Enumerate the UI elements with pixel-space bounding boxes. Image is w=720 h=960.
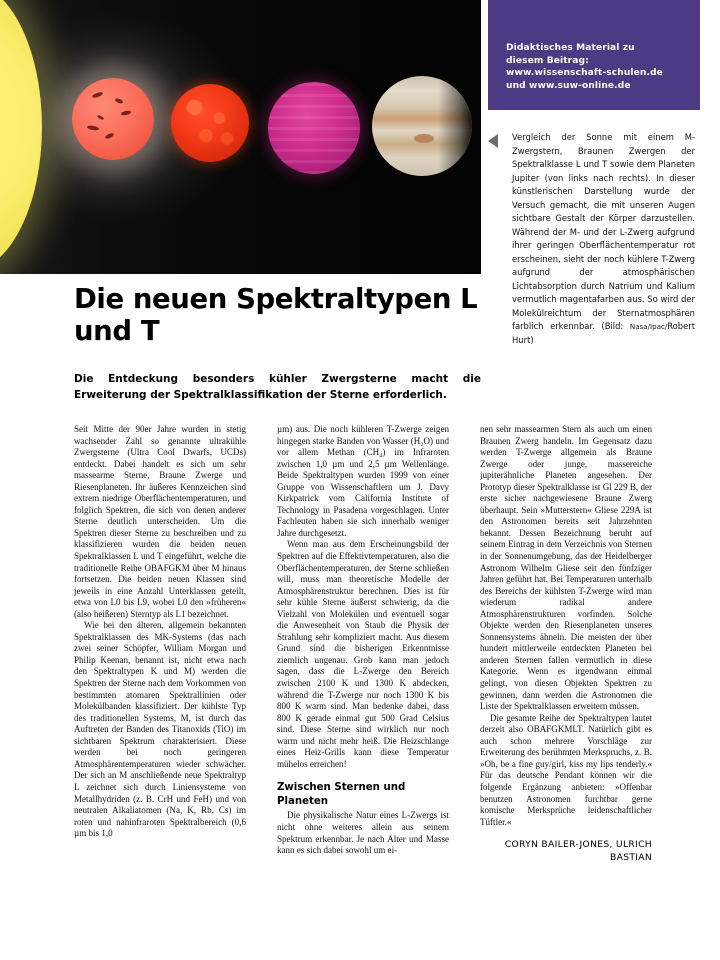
l-dwarf-object <box>171 84 249 162</box>
didaktik-link-wissenschaft-schulen[interactable]: www.wissenschaft-schulen.de <box>506 68 663 79</box>
hero-illustration <box>0 0 481 274</box>
starspot-icon <box>96 114 104 120</box>
paragraph: µm) aus. Die noch kühleren T-Zwerge zeigen hingegen starke Banden von Wasser (H₂O) und vor allem Methan (CH₄) im Infraroten zwischen 1,0 µm und 2,5 µm Wellenlänge. Beide Spektraltypen wurden 1999 von einer Gruppe von Wissenschaftlern um J. Davy Kirkpatrick vom California Institute of Technology in Pasadena vorgeschlagen. Unter Fachleuten haben sie sich innerhalb weniger Jahre durchgesetzt. <box>277 424 449 538</box>
page-title: Die neuen Spektraltypen L und T <box>74 283 478 347</box>
text-column-2 <box>277 424 449 954</box>
paragraph: nen sehr massearmen Stern als auch um einen Braunen Zwerg handeln. Im Gegensatz dazu werden T-Zwerge allgemein als Braune Zwerge oder junge, massereiche jupiterähnliche Planeten angesehen. Der Prototyp dieser Spektralklasse ist Gl 229 B, der erste sicher nachgewiesene Braune Zwerg überhaupt. Sein »Mutterstern« Gliese 229A ist den Astronomen bereits seit Jahrzehnten bekannt. Dessen Bezeichnung beruht auf seinem Eintrag in dem Verzeichnis von Sternen in der Sonnenumgebung, das der Heidelberger Astronom Wilhelm Gliese seit den fünfziger Jahren geführt hat. Bei Temperaturen unterhalb des Bereichs der kühlsten T-Zwerge wird man wiederum radikal andere Atmosphärenstrukturen vorfinden. Solche Objekte werden den Riesenplaneten unseres Sonnensystems ähneln. Die meisten der über hundert mittlerweile entdeckten Planeten bei anderen Sternen fallen vermutlich in diese Kategorie. Wenn es irgendwann einmal gelingt, von diesen Objekten Spektren zu gewinnen, dann werden die Astronomen die Liste der Spektralklassen erweitern müssen. <box>480 424 652 712</box>
section-heading: Zwischen Sternen und Planeten <box>277 782 406 808</box>
text-column-3 <box>480 424 652 954</box>
article-body <box>74 424 694 954</box>
paragraph: Seit Mitte der 90er Jahre wurden in stetig wachsender Zahl so genannte ultrakühle Zwergsterne (Ultra Cool Dwarfs, UCDs) entdeckt. Dabei handelt es sich um sehr massearme Sterne, Braune Zwerge und Riesenplaneten. Ihr äußeres Kennzeichen sind extrem niedrige Oberflächentemperaturen, und folglich Spektren, die sich von denen anderer Sterne deutlich unterscheiden. Um die Spektren dieser Sterne zu beschreiben und zu klassifizieren wurden die beiden neuen Spektralklassen L und T eingeführt, welche die traditionelle Reihe OBAFGKM über M hinaus fortsetzen. Die beiden neuen Klassen sind jeweils in eine Anzahl Unterklassen geteilt, etwa von L0 bis L9, wobei L0 den »früheren« (also heißeren) Sterntyp als L1 bezeichnet. <box>74 424 246 619</box>
paragraph: Die gesamte Reihe der Spektraltypen lautet derzeit also OBAFGKMLT. Natürlich gibt es auch schon mehrere Vorschläge zur Erweiterung des berühmten Merkspruchs, z. B. »Oh, be a fine guy/girl, kiss my lips tenderly.« Für das deutsche Pendant können wir die folgende Ergänzung anbieten: »Offenbar benutzen Astronomen furchtbar gerne komische Merksprüche leidenschaftlicher Tüftler.« <box>480 712 652 827</box>
starspot-icon <box>86 124 99 130</box>
didaktik-link-suw-online[interactable]: und www.suw-online.de <box>506 80 631 91</box>
caption-text <box>488 131 695 347</box>
text-column-1 <box>74 424 246 954</box>
m-dwarf-object <box>72 78 154 160</box>
great-red-spot-icon <box>414 134 434 143</box>
t-dwarf-object <box>268 82 360 174</box>
article-authors: CORYN BAILER-JONES, ULRICH BASTIAN <box>504 839 652 864</box>
caption-credit-small: Nasa/Ipac/ <box>629 322 668 331</box>
paragraph: Wenn man aus dem Erscheinungsbild der Spektren auf die Effektivtemperaturen, also die Oberflächentemperaturen, der Sterne schließen will, muss man theoretische Modelle der Atmosphärenstruktur berechnen. Dies ist für sehr kühle Sterne äußerst schwierig, da die Vielzahl von Molekülen und eventuell sogar die Anwesenheit von Staub die Physik der Strahlung sehr kompliziert macht. Aus diesem Grund sind die bisherigen Erkenntnisse ziemlich ungenau. Grob kann man jedoch sagen, dass die L-Zwerge den Bereich zwischen 2100 K und 1300 K abdecken, während die T-Zwerge nur noch 1300 K bis 800 K warm sind. Man bedenke dabei, dass 800 K gerade einmal gut 500 Grad Celsius sind. Diese Sterne sind wirklich nur noch warm und nicht mehr heiß. Die Heizschlange eines Heiz-Grills kann diese Temperatur mühelos erreichen! <box>277 539 449 769</box>
didaktik-line-2: diesem Beitrag: <box>506 55 589 66</box>
starspot-icon <box>104 132 114 139</box>
starspot-icon <box>91 91 103 98</box>
triangle-left-icon <box>488 134 498 148</box>
paragraph: Wie bei den älteren, allgemein bekannten Spektralklassen des MK-Systems (das nach zwei seiner Schöpfer, William Morgan und Philip Keenan, benannt ist, nicht etwa nach den Spektraltypen K und M) werden die Spektren der Sterne nach dem Vorkommen von bestimmten atomaren Spektrallinien oder Molekülbanden klassifiziert. Der kühlste Typ des traditionellen Systems, M, ist durch das Auftreten der Banden des Titanoxids (TiO) im sichtbaren Spektrum charakterisiert. Diese werden bei noch geringeren Atmosphärentemperaturen wieder schwächer. Der sich an M anschließende neue Spektraltyp L zeichnet sich durch Liniensysteme von Metallhydriden (z. B. CrH und FeH) und von neutralen Alkaliatomen (Na, K, Rb, Cs) im roten und nahinfraroten Spektralbereich (0,6 µm bis 1,0 <box>74 620 246 839</box>
jupiter-object <box>372 76 472 176</box>
paragraph: Die physikalische Natur eines L-Zwergs ist nicht ohne weiteres allein aus seinem Spektrum erkennbar. Je nach Alter und Masse kann es sich dabei sowohl um ei- <box>277 810 449 856</box>
starspot-icon <box>121 110 132 116</box>
caption-credit-tail: Robert Hurt) <box>512 321 695 345</box>
image-caption <box>488 131 695 347</box>
didaktik-box <box>488 0 700 110</box>
article-subtitle: Die Entdeckung besonders kühler Zwergsterne macht die Erweiterung der Spektralklassifikation der Sterne erforderlich. <box>74 373 481 401</box>
didaktik-line-1: Didaktisches Material zu <box>506 43 635 53</box>
caption-body: Vergleich der Sonne mit einem M-Zwergstern, Braunen Zwergen der Spektralklasse L und T sowie dem Planeten Jupiter (von links nach rechts). In dieser künstlerischen Darstellung wurde der Versuch gemacht, die mit unseren Augen sichtbare Gestalt der Körper darzustellen. Während der M- und der L-Zwerg aufgrund ihrer geringen Oberflächentemperatur rot erscheinen, sieht der noch kühlere T-Zwerg aufgrund der atmosphärischen Lichtabsorption durch Natrium und Kalium vermutlich magentafarben aus. So wird der Molekülreichtum der Sternatmosphären farblich erkennbar. (Bild: <box>512 132 695 331</box>
starspot-icon <box>114 98 123 105</box>
